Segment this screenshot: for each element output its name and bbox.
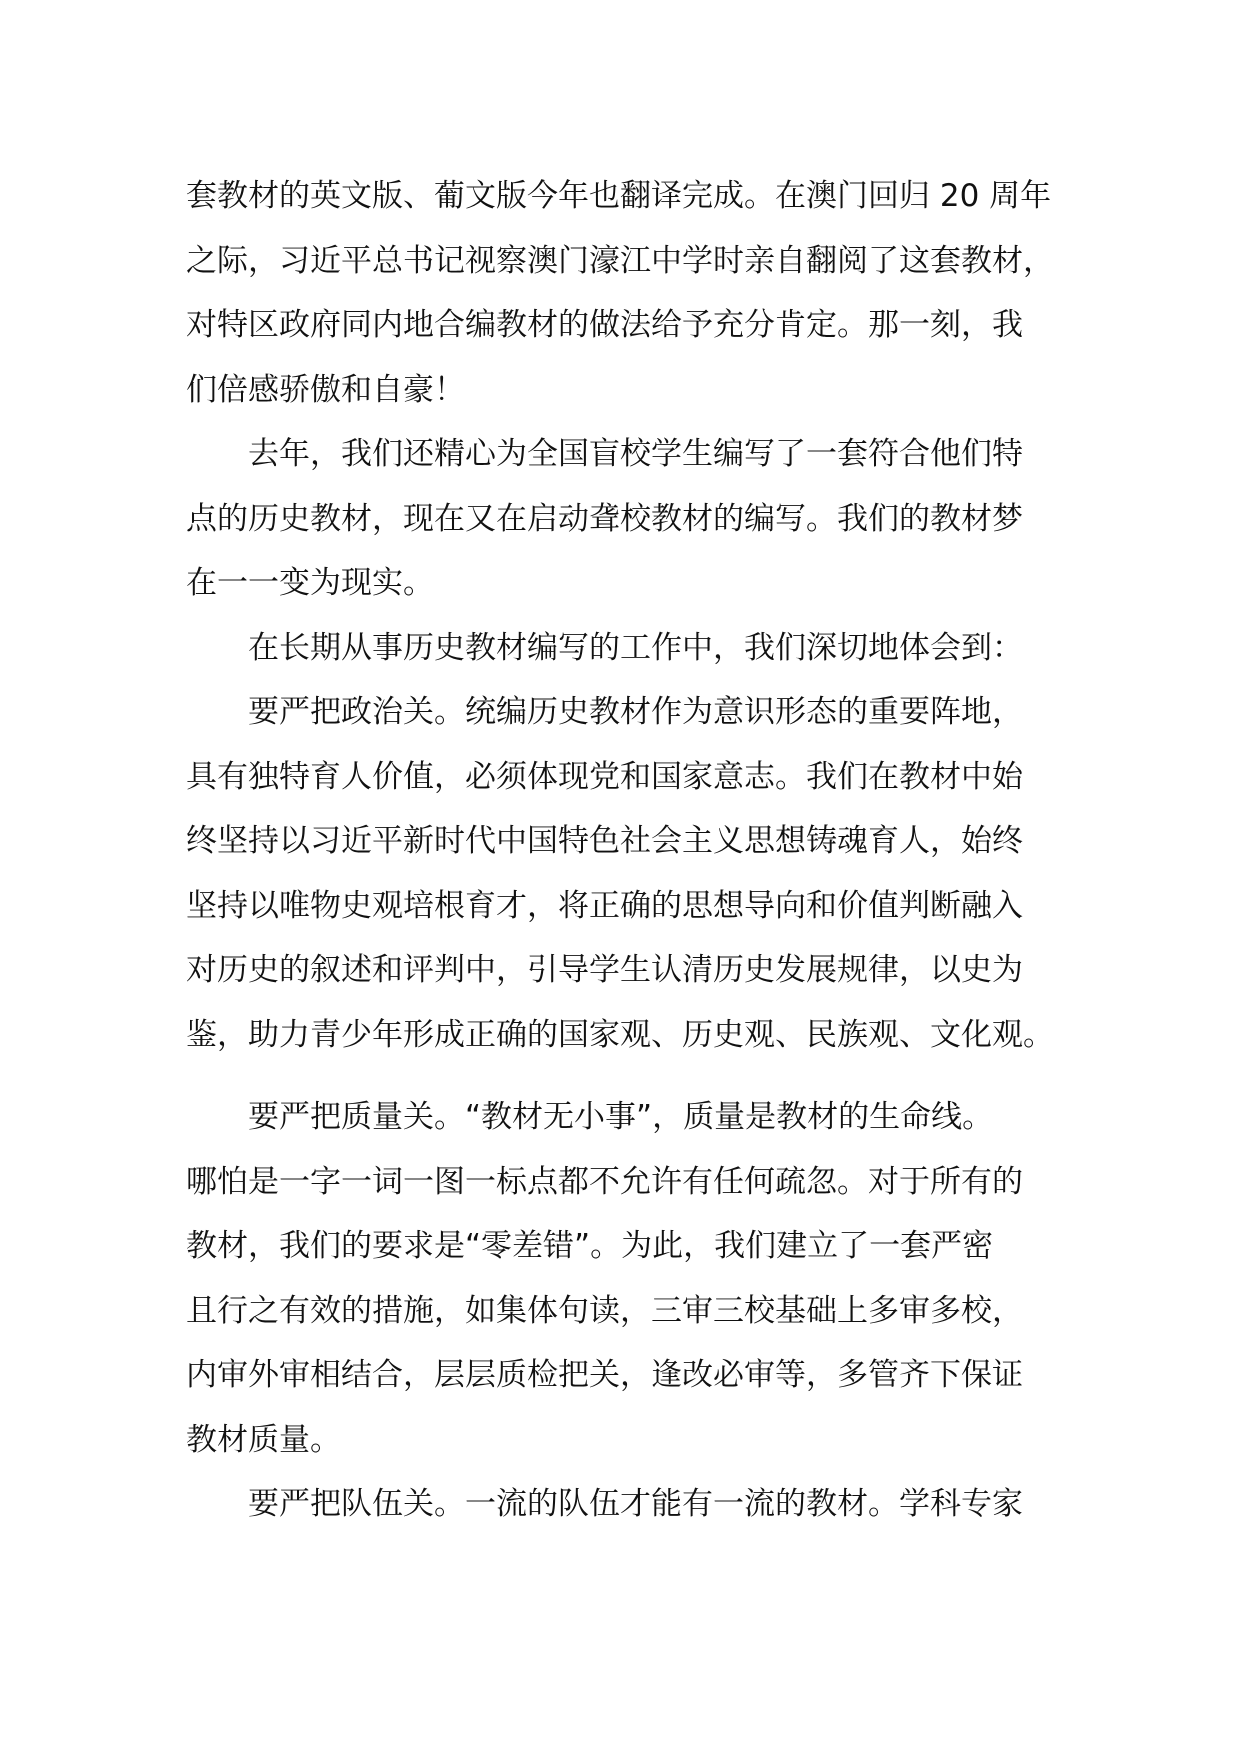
text-line: 要严把质量关。“教材无小事”，质量是教材的生命线。 <box>248 1099 994 1135</box>
text-line: 去年，我们还精心为全国盲校学生编写了一套符合他们特 <box>248 436 1023 472</box>
text-line: 哪怕是一字一词一图一标点都不允许有任何疏忽。对于所有的 <box>186 1163 1023 1200</box>
text-line: 教材质量。 <box>186 1421 341 1458</box>
text-line: 对特区政府同内地合编教材的做法给予充分肯定。那一刻，我 <box>186 307 1023 343</box>
paragraph-quality-checkpoint <box>186 1085 1086 1472</box>
text-line: 要严把队伍关。一流的队伍才能有一流的教材。学科专家 <box>248 1486 1023 1522</box>
text-line: 点的历史教材，现在又在启动聋校教材的编写。我们的教材梦 <box>186 500 1023 537</box>
text-line: 终坚持以习近平新时代中国特色社会主义思想铸魂育人，始终 <box>186 823 1023 859</box>
body-text <box>186 164 1086 1537</box>
text-line: 且行之有效的措施，如集体句读，三审三校基础上多审多校， <box>186 1292 1023 1329</box>
text-line: 之际，习近平总书记视察澳门濠江中学时亲自翻阅了这套教材， <box>186 242 1054 279</box>
text-line: 在一一变为现实。 <box>186 565 434 601</box>
paragraph-textbook-translation <box>186 164 1086 422</box>
paragraph-blind-school-textbook <box>186 422 1086 616</box>
paragraph-team-checkpoint <box>186 1472 1086 1537</box>
paragraph-political-checkpoint <box>186 680 1086 1067</box>
text-line: 坚持以唯物史观培根育才，将正确的思想导向和价值判断融入 <box>186 887 1023 924</box>
text-line: 套教材的英文版、葡文版今年也翻译完成。在澳门回归 20 周年 <box>186 178 1052 214</box>
text-line: 具有独特育人价值，必须体现党和国家意志。我们在教材中始 <box>186 758 1023 795</box>
text-line: 对历史的叙述和评判中，引导学生认清历史发展规律，以史为 <box>186 952 1023 988</box>
text-line: 要严把政治关。统编历史教材作为意识形态的重要阵地， <box>248 694 1023 730</box>
paragraph-experience-intro <box>186 616 1086 681</box>
text-line: 教材，我们的要求是“零差错”。为此，我们建立了一套严密 <box>186 1228 994 1264</box>
text-line: 们倍感骄傲和自豪！ <box>186 371 465 408</box>
text-line: 内审外审相结合，层层质检把关，逢改必审等，多管齐下保证 <box>186 1357 1023 1393</box>
text-line: 在长期从事历史教材编写的工作中，我们深切地体会到： <box>248 629 1023 666</box>
text-line: 鉴，助力青少年形成正确的国家观、历史观、民族观、文化观。 <box>186 1016 1054 1053</box>
